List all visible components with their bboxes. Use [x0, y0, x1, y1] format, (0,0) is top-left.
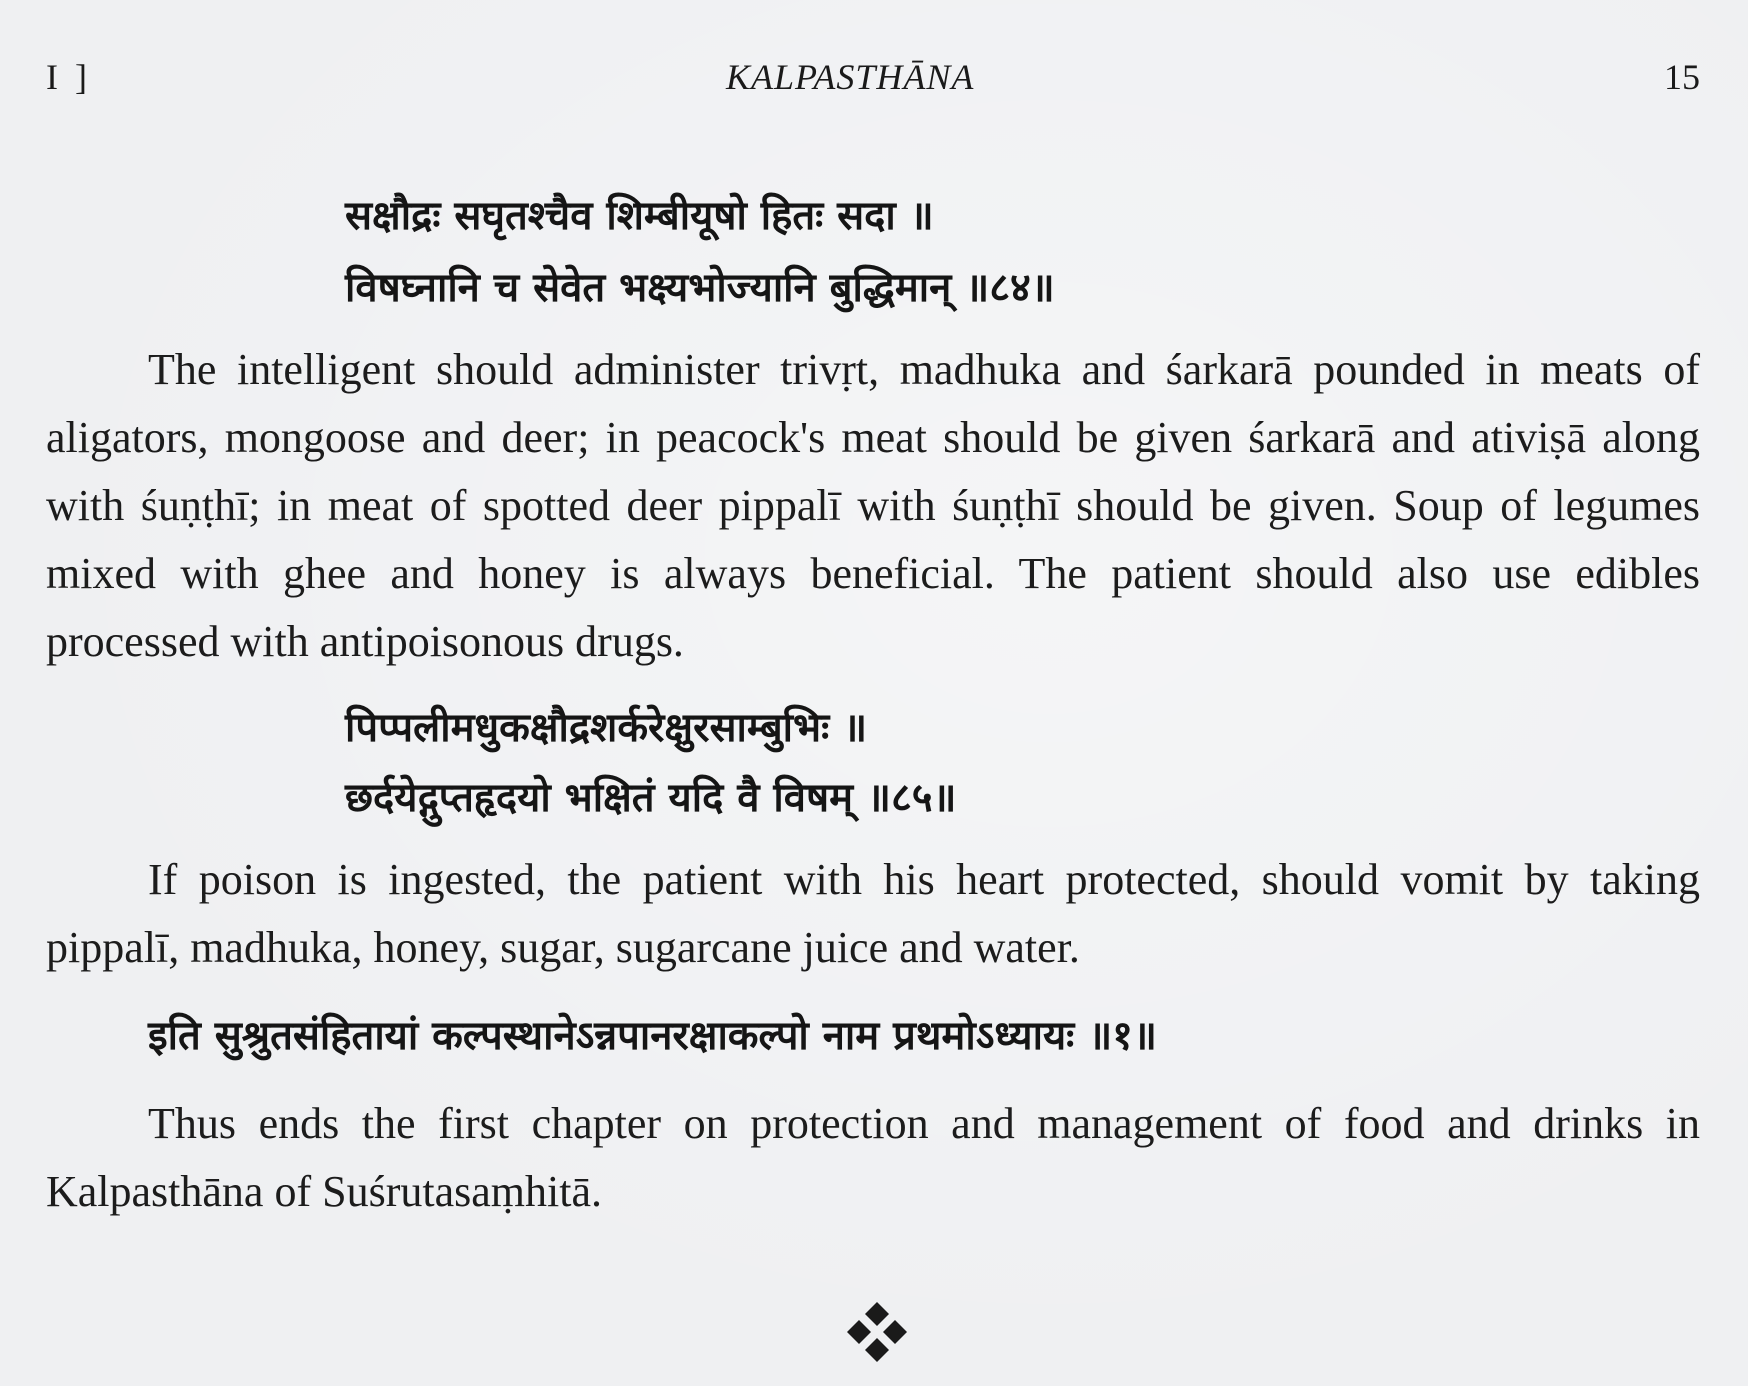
header-title: KALPASTHĀNA: [726, 57, 975, 97]
translation-paragraph-1: [46, 336, 1700, 676]
verse-85-line-2: छर्दयेद्गुप्तहृदयो भक्षितं यदि वै विषम् ॥८५॥: [345, 775, 957, 821]
closing-paragraph: [46, 1090, 1700, 1226]
header-section-marker: I ]: [46, 57, 91, 97]
closing-text: Thus ends the first chapter on protection and management of food and drinks in Kalpasthāna of Suśrutasaṃhitā.: [46, 1099, 1700, 1216]
verse-85-line-1: पिप्पलीमधुकक्षौद्रशर्करेक्षुरसाम्बुभिः ॥: [345, 705, 868, 751]
four-diamond-fleuron-icon: [845, 1300, 909, 1364]
translation-text-2: If poison is ingested, the patient with his heart protected, should vomit by taking pippalī, madhuka, honey, sugar, sugarcane juice and water.: [46, 855, 1700, 972]
translation-text-1: The intelligent should administer trivṛt, madhuka and śarkarā pounded in meats of aligators, mongoose and deer; in peacock's meat should be given śarkarā and ativiṣā along with śuṇṭhī; in meat of spotted deer pippalī with śuṇṭhī should be given. Soup of legumes mixed with ghee and honey is always beneficial. The patient should also use edibles processed with antipoisonous drugs.: [46, 345, 1700, 666]
chapter-colophon: इति सुश्रुतसंहितायां कल्पस्थानेऽन्नपानरक्षाकल्पो नाम प्रथमोऽध्यायः ॥१॥: [148, 1013, 1157, 1059]
running-header: [46, 52, 1700, 102]
verse-84-line-2: विषघ्नानि च सेवेत भक्ष्यभोज्यानि बुद्धिमान् ॥८४॥: [345, 265, 1055, 311]
verse-84-line-1: सक्षौद्रः सघृतश्चैव शिम्बीयूषो हितः सदा ॥: [345, 193, 934, 239]
translation-paragraph-2: [46, 846, 1700, 982]
page-number: 15: [1664, 57, 1700, 97]
